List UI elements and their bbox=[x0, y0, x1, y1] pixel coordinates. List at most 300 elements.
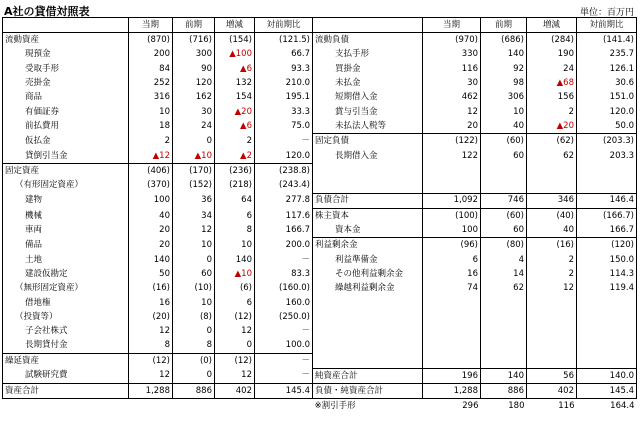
account-label: 建設仮勘定 bbox=[3, 267, 129, 281]
value-current: (96) bbox=[423, 238, 481, 253]
account-label: （有形固定資産） bbox=[3, 178, 129, 193]
value-change: 56 bbox=[527, 368, 577, 383]
value-change: 132 bbox=[215, 76, 255, 90]
table-row bbox=[3, 105, 637, 119]
value-previous: 4 bbox=[481, 253, 527, 267]
value-change bbox=[527, 324, 577, 338]
value-current: (100) bbox=[423, 208, 481, 223]
table-row bbox=[3, 310, 637, 324]
value-ratio bbox=[577, 353, 637, 368]
table-row bbox=[3, 208, 637, 223]
value-current: 20 bbox=[423, 119, 481, 134]
account-label: 負債合計 bbox=[313, 193, 423, 208]
value-previous: 0 bbox=[173, 324, 215, 338]
value-current: 196 bbox=[423, 368, 481, 383]
value-previous: 746 bbox=[481, 193, 527, 208]
value-change: 156 bbox=[527, 90, 577, 104]
header-change: 増減 bbox=[215, 18, 255, 33]
value-ratio: (160.0) bbox=[255, 281, 313, 295]
value-previous bbox=[481, 339, 527, 354]
value-ratio: (203.3) bbox=[577, 134, 637, 149]
value-previous: (60) bbox=[481, 208, 527, 223]
value-change bbox=[527, 178, 577, 193]
value-current: (122) bbox=[423, 134, 481, 149]
value-ratio: (166.7) bbox=[577, 208, 637, 223]
account-label: 繰延資産 bbox=[3, 353, 129, 368]
value-change: 12 bbox=[215, 368, 255, 383]
value-change: 10 bbox=[215, 238, 255, 253]
table-row bbox=[3, 267, 637, 281]
value-change: 2 bbox=[527, 253, 577, 267]
value-current: 18 bbox=[129, 119, 173, 134]
value-ratio: 75.0 bbox=[255, 119, 313, 134]
header-current: 当期 bbox=[129, 18, 173, 33]
value-ratio: 146.4 bbox=[577, 193, 637, 208]
value-previous: 10 bbox=[481, 105, 527, 119]
table-row bbox=[3, 353, 637, 368]
value-previous: (80) bbox=[481, 238, 527, 253]
value-current: 1,288 bbox=[423, 383, 481, 398]
value-ratio: 126.1 bbox=[577, 62, 637, 76]
value-current: 8 bbox=[129, 339, 173, 354]
account-label: 機械 bbox=[3, 208, 129, 223]
account-label: 負債・純資産合計 bbox=[313, 383, 423, 398]
header-previous: 前期 bbox=[481, 18, 527, 33]
account-label: 子会社株式 bbox=[3, 324, 129, 338]
account-label bbox=[313, 163, 423, 178]
table-row bbox=[3, 193, 637, 208]
value-change: 2 bbox=[215, 134, 255, 149]
value-ratio: 151.0 bbox=[577, 90, 637, 104]
value-current: (370) bbox=[129, 178, 173, 193]
note-change: 116 bbox=[558, 401, 575, 412]
value-ratio: 195.1 bbox=[255, 90, 313, 104]
value-ratio bbox=[577, 163, 637, 178]
value-current: ▲12 bbox=[129, 149, 173, 164]
value-change bbox=[527, 339, 577, 354]
value-change: (6) bbox=[215, 281, 255, 295]
value-change: ▲68 bbox=[527, 76, 577, 90]
account-label: 現預金 bbox=[3, 48, 129, 62]
header-ratio: 対前期比 bbox=[577, 18, 637, 33]
account-label bbox=[313, 178, 423, 193]
value-change: ▲6 bbox=[215, 119, 255, 134]
value-ratio: － bbox=[255, 253, 313, 267]
value-previous bbox=[481, 296, 527, 310]
value-change: 24 bbox=[527, 62, 577, 76]
value-current: 1,288 bbox=[129, 383, 173, 398]
account-label: 未払金 bbox=[313, 76, 423, 90]
value-previous: 120 bbox=[173, 76, 215, 90]
account-label: 建物 bbox=[3, 193, 129, 208]
table-row bbox=[3, 62, 637, 76]
value-change: ▲6 bbox=[215, 62, 255, 76]
value-previous: 0 bbox=[173, 134, 215, 149]
value-previous: 300 bbox=[173, 48, 215, 62]
value-previous: 62 bbox=[481, 281, 527, 295]
header-row bbox=[3, 18, 637, 33]
note-spacer bbox=[129, 399, 173, 414]
value-change: 12 bbox=[215, 324, 255, 338]
value-current: 20 bbox=[129, 223, 173, 238]
value-change: (12) bbox=[215, 310, 255, 324]
value-change: (62) bbox=[527, 134, 577, 149]
account-label: 利益剰余金 bbox=[313, 238, 423, 253]
table-row bbox=[3, 281, 637, 295]
value-ratio: 120.0 bbox=[577, 105, 637, 119]
header-ratio: 対前期比 bbox=[255, 18, 313, 33]
value-ratio: 200.0 bbox=[255, 238, 313, 253]
value-ratio: (121.5) bbox=[255, 33, 313, 48]
value-current bbox=[423, 163, 481, 178]
value-ratio: 30.6 bbox=[577, 76, 637, 90]
value-previous: 886 bbox=[481, 383, 527, 398]
value-ratio: 277.8 bbox=[255, 193, 313, 208]
value-change: (218) bbox=[215, 178, 255, 193]
account-label bbox=[313, 339, 423, 354]
value-change: (284) bbox=[527, 33, 577, 48]
value-previous bbox=[481, 353, 527, 368]
value-previous: (716) bbox=[173, 33, 215, 48]
value-current: 12 bbox=[129, 324, 173, 338]
value-previous bbox=[481, 324, 527, 338]
value-previous: (686) bbox=[481, 33, 527, 48]
value-change: 402 bbox=[215, 383, 255, 398]
value-change: 8 bbox=[215, 223, 255, 238]
value-change: 154 bbox=[215, 90, 255, 104]
account-label: 車両 bbox=[3, 223, 129, 238]
value-change: 62 bbox=[527, 149, 577, 164]
value-change: 2 bbox=[527, 105, 577, 119]
table-row bbox=[3, 368, 637, 383]
account-label bbox=[313, 310, 423, 324]
account-label: 受取手形 bbox=[3, 62, 129, 76]
value-ratio: 117.6 bbox=[255, 208, 313, 223]
value-change: 0 bbox=[215, 339, 255, 354]
value-ratio: 203.3 bbox=[577, 149, 637, 164]
value-ratio: 145.4 bbox=[255, 383, 313, 398]
value-current: 2 bbox=[129, 134, 173, 149]
value-current: 252 bbox=[129, 76, 173, 90]
value-ratio: 100.0 bbox=[255, 339, 313, 354]
table-row bbox=[3, 178, 637, 193]
value-previous: ▲10 bbox=[173, 149, 215, 164]
account-label: 未払法人税等 bbox=[313, 119, 423, 134]
value-current: 462 bbox=[423, 90, 481, 104]
account-label: 土地 bbox=[3, 253, 129, 267]
value-change: (16) bbox=[527, 238, 577, 253]
account-label bbox=[313, 296, 423, 310]
account-label: 商品 bbox=[3, 90, 129, 104]
value-change: 402 bbox=[527, 383, 577, 398]
value-current: 100 bbox=[423, 223, 481, 238]
value-previous: 60 bbox=[173, 267, 215, 281]
table-row bbox=[3, 134, 637, 149]
value-ratio: (141.4) bbox=[577, 33, 637, 48]
value-ratio: 210.0 bbox=[255, 76, 313, 90]
note-label: ※割引手形 bbox=[314, 401, 356, 412]
account-label: 資産合計 bbox=[3, 383, 129, 398]
account-label bbox=[313, 324, 423, 338]
value-ratio: (120) bbox=[577, 238, 637, 253]
table-row bbox=[3, 238, 637, 253]
account-label: 借地権 bbox=[3, 296, 129, 310]
value-ratio: － bbox=[255, 134, 313, 149]
account-label: 支払手形 bbox=[313, 48, 423, 62]
account-label: 長期貸付金 bbox=[3, 339, 129, 354]
value-previous: 162 bbox=[173, 90, 215, 104]
value-previous: 8 bbox=[173, 339, 215, 354]
header-blank-right bbox=[313, 18, 423, 33]
value-ratio bbox=[577, 310, 637, 324]
account-label: 流動負債 bbox=[313, 33, 423, 48]
account-label: 仮払金 bbox=[3, 134, 129, 149]
table-row bbox=[3, 339, 637, 354]
value-ratio: 33.3 bbox=[255, 105, 313, 119]
table-row bbox=[3, 324, 637, 338]
account-label: 純資産合計 bbox=[313, 368, 423, 383]
account-label: その他利益剰余金 bbox=[313, 267, 423, 281]
value-current: 1,092 bbox=[423, 193, 481, 208]
table-row bbox=[3, 76, 637, 90]
value-previous: 90 bbox=[173, 62, 215, 76]
value-change: ▲20 bbox=[527, 119, 577, 134]
account-label: 流動資産 bbox=[3, 33, 129, 48]
value-current: (16) bbox=[129, 281, 173, 295]
table-row bbox=[3, 383, 637, 398]
value-current: 10 bbox=[129, 105, 173, 119]
value-ratio: (238.8) bbox=[255, 163, 313, 178]
unit-label: 単位：百万円 bbox=[579, 8, 634, 18]
value-ratio: 119.4 bbox=[577, 281, 637, 295]
account-label: 売掛金 bbox=[3, 76, 129, 90]
value-ratio: 83.3 bbox=[255, 267, 313, 281]
note-spacer bbox=[3, 399, 129, 414]
table-row bbox=[3, 223, 637, 238]
value-previous: 92 bbox=[481, 62, 527, 76]
account-label: 貸倒引当金 bbox=[3, 149, 129, 164]
table-row bbox=[3, 253, 637, 267]
sheet-title: A社の貸借対照表 bbox=[4, 5, 90, 18]
value-previous: 34 bbox=[173, 208, 215, 223]
value-previous: 36 bbox=[173, 193, 215, 208]
value-previous: (10) bbox=[173, 281, 215, 295]
value-previous: 0 bbox=[173, 368, 215, 383]
value-ratio: 114.3 bbox=[577, 267, 637, 281]
value-current: 12 bbox=[423, 105, 481, 119]
account-label: 賞与引当金 bbox=[313, 105, 423, 119]
value-current bbox=[423, 310, 481, 324]
value-ratio: 150.0 bbox=[577, 253, 637, 267]
value-current bbox=[423, 296, 481, 310]
value-ratio: 93.3 bbox=[255, 62, 313, 76]
value-change: 140 bbox=[215, 253, 255, 267]
table-row bbox=[3, 48, 637, 62]
note-ratio: 164.4 bbox=[610, 401, 635, 412]
value-previous: 10 bbox=[173, 238, 215, 253]
value-previous: 14 bbox=[481, 267, 527, 281]
value-change bbox=[527, 353, 577, 368]
value-ratio bbox=[577, 339, 637, 354]
value-previous: 0 bbox=[173, 253, 215, 267]
value-current: 330 bbox=[423, 48, 481, 62]
value-change: 6 bbox=[215, 296, 255, 310]
value-ratio: 166.7 bbox=[255, 223, 313, 238]
value-ratio: － bbox=[255, 353, 313, 368]
value-current: 16 bbox=[423, 267, 481, 281]
header-previous: 前期 bbox=[173, 18, 215, 33]
value-previous: (8) bbox=[173, 310, 215, 324]
account-label: 利益準備金 bbox=[313, 253, 423, 267]
value-ratio: (250.0) bbox=[255, 310, 313, 324]
value-previous: (60) bbox=[481, 134, 527, 149]
value-previous bbox=[481, 163, 527, 178]
account-label: 固定資産 bbox=[3, 163, 129, 178]
note-spacer bbox=[255, 399, 313, 414]
value-ratio: － bbox=[255, 368, 313, 383]
value-change: 6 bbox=[215, 208, 255, 223]
value-change: 2 bbox=[527, 267, 577, 281]
value-previous: 24 bbox=[173, 119, 215, 134]
account-label bbox=[313, 353, 423, 368]
table-row bbox=[3, 149, 637, 164]
value-change bbox=[527, 310, 577, 324]
account-label: 備品 bbox=[3, 238, 129, 253]
value-current bbox=[423, 353, 481, 368]
value-previous: (170) bbox=[173, 163, 215, 178]
value-ratio: 120.0 bbox=[255, 149, 313, 164]
value-change: (154) bbox=[215, 33, 255, 48]
value-ratio: (243.4) bbox=[255, 178, 313, 193]
value-previous: 30 bbox=[173, 105, 215, 119]
account-label: 長期借入金 bbox=[313, 149, 423, 164]
value-current: 6 bbox=[423, 253, 481, 267]
account-label: 有価証券 bbox=[3, 105, 129, 119]
value-current: (406) bbox=[129, 163, 173, 178]
value-change: ▲10 bbox=[215, 267, 255, 281]
value-change bbox=[527, 296, 577, 310]
value-previous bbox=[481, 178, 527, 193]
value-previous: 12 bbox=[173, 223, 215, 238]
value-current: 12 bbox=[129, 368, 173, 383]
value-previous: 60 bbox=[481, 149, 527, 164]
value-previous: 10 bbox=[173, 296, 215, 310]
account-label: 繰越利益剰余金 bbox=[313, 281, 423, 295]
table-row bbox=[3, 163, 637, 178]
note-spacer bbox=[215, 399, 255, 414]
value-current: 20 bbox=[129, 238, 173, 253]
account-label: 前払費用 bbox=[3, 119, 129, 134]
account-label: （投資等） bbox=[3, 310, 129, 324]
value-ratio: 166.7 bbox=[577, 223, 637, 238]
value-ratio: 235.7 bbox=[577, 48, 637, 62]
balance-sheet-table bbox=[2, 17, 637, 414]
account-label: 固定負債 bbox=[313, 134, 423, 149]
value-current: 200 bbox=[129, 48, 173, 62]
value-change: 12 bbox=[527, 281, 577, 295]
value-ratio: 50.0 bbox=[577, 119, 637, 134]
value-ratio: 140.0 bbox=[577, 368, 637, 383]
value-change: 40 bbox=[527, 223, 577, 238]
note-spacer bbox=[173, 399, 215, 414]
header-change: 増減 bbox=[527, 18, 577, 33]
value-change: 190 bbox=[527, 48, 577, 62]
value-change: (40) bbox=[527, 208, 577, 223]
value-current: 30 bbox=[423, 76, 481, 90]
value-change: ▲2 bbox=[215, 149, 255, 164]
value-ratio: － bbox=[255, 324, 313, 338]
value-current: 16 bbox=[129, 296, 173, 310]
value-current: (12) bbox=[129, 353, 173, 368]
value-previous: 40 bbox=[481, 119, 527, 134]
table-row bbox=[3, 119, 637, 134]
table-row bbox=[3, 33, 637, 48]
account-label: 株主資本 bbox=[313, 208, 423, 223]
table-row bbox=[3, 296, 637, 310]
account-label: 買掛金 bbox=[313, 62, 423, 76]
value-previous: 140 bbox=[481, 48, 527, 62]
value-previous: 886 bbox=[173, 383, 215, 398]
value-ratio: 66.7 bbox=[255, 48, 313, 62]
header-blank-left bbox=[3, 18, 129, 33]
value-previous: (152) bbox=[173, 178, 215, 193]
header-current: 当期 bbox=[423, 18, 481, 33]
account-label: （無形固定資産） bbox=[3, 281, 129, 295]
account-label: 資本金 bbox=[313, 223, 423, 238]
value-current: 122 bbox=[423, 149, 481, 164]
value-ratio: 145.4 bbox=[577, 383, 637, 398]
value-change: (236) bbox=[215, 163, 255, 178]
value-current: (970) bbox=[423, 33, 481, 48]
value-previous: 60 bbox=[481, 223, 527, 238]
value-current: 74 bbox=[423, 281, 481, 295]
value-current: 316 bbox=[129, 90, 173, 104]
value-current: 40 bbox=[129, 208, 173, 223]
value-ratio bbox=[577, 324, 637, 338]
value-change: (12) bbox=[215, 353, 255, 368]
value-current bbox=[423, 324, 481, 338]
value-previous bbox=[481, 310, 527, 324]
value-current: (20) bbox=[129, 310, 173, 324]
discounted-notes-row bbox=[3, 399, 637, 414]
value-current: 100 bbox=[129, 193, 173, 208]
value-current: 84 bbox=[129, 62, 173, 76]
account-label: 短期借入金 bbox=[313, 90, 423, 104]
value-current: 50 bbox=[129, 267, 173, 281]
account-label: 試験研究費 bbox=[3, 368, 129, 383]
value-current bbox=[423, 178, 481, 193]
value-ratio bbox=[577, 178, 637, 193]
value-previous: 306 bbox=[481, 90, 527, 104]
value-change: 346 bbox=[527, 193, 577, 208]
value-ratio bbox=[577, 296, 637, 310]
value-change bbox=[527, 163, 577, 178]
value-previous: 140 bbox=[481, 368, 527, 383]
value-change: 64 bbox=[215, 193, 255, 208]
value-change: ▲100 bbox=[215, 48, 255, 62]
value-change: ▲20 bbox=[215, 105, 255, 119]
value-current bbox=[423, 339, 481, 354]
value-current: (870) bbox=[129, 33, 173, 48]
note-previous: 180 bbox=[508, 401, 525, 412]
table-row bbox=[3, 90, 637, 104]
value-previous: 98 bbox=[481, 76, 527, 90]
note-current: 296 bbox=[462, 401, 479, 412]
value-ratio: 160.0 bbox=[255, 296, 313, 310]
value-current: 140 bbox=[129, 253, 173, 267]
value-previous: (0) bbox=[173, 353, 215, 368]
value-current: 116 bbox=[423, 62, 481, 76]
